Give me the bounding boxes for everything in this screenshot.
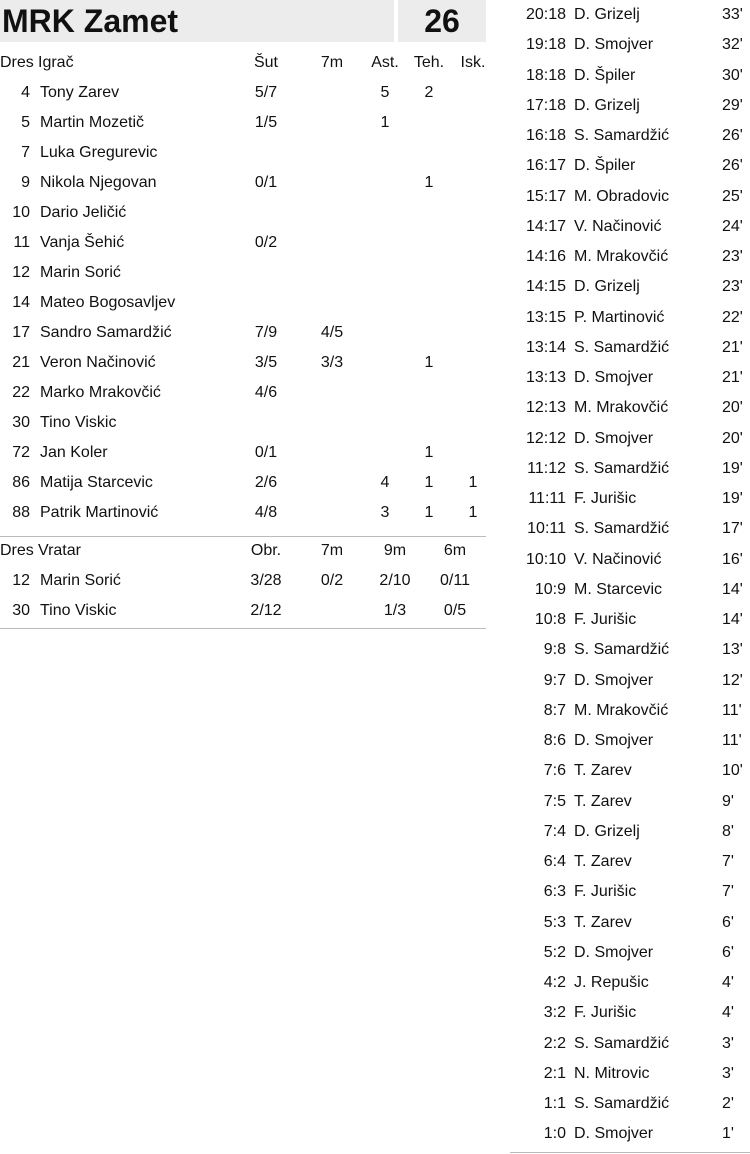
header-assists: Ast. [371, 54, 399, 71]
event-minute: 4' [722, 974, 734, 991]
goalie-saves: 2/12 [250, 602, 282, 619]
player-technical: 1 [424, 444, 434, 461]
player-name: Patrik Martinović [40, 504, 159, 521]
event-score: 10:9 [534, 580, 566, 598]
team-name: MRK Zamet [0, 0, 394, 42]
event-score: 6:4 [543, 853, 566, 870]
player-assists: 5 [380, 84, 390, 101]
player-number: 86 [12, 474, 30, 491]
event-minute: 23' [722, 248, 743, 265]
player-name: Matija Starcevic [40, 474, 153, 491]
goal-event [510, 121, 750, 151]
player-technical: 1 [424, 174, 434, 191]
goal-event [510, 696, 750, 726]
event-score: 14:17 [525, 217, 566, 235]
header-dres: Dres [0, 54, 34, 71]
header-dres: Dres [0, 542, 34, 559]
players-header-row [0, 48, 486, 78]
player-name: Tino Viskic [40, 414, 117, 431]
event-minute: 20' [722, 399, 743, 417]
player-shots: 5/7 [254, 84, 278, 101]
player-number: 11 [13, 234, 30, 251]
event-minute: 32' [722, 36, 743, 54]
player-shots: 2/6 [254, 474, 278, 491]
event-minute: 12' [722, 671, 743, 689]
event-minute: 26' [722, 157, 743, 175]
goal-event [510, 726, 750, 756]
player-number: 12 [12, 264, 30, 281]
player-shots: 3/5 [254, 354, 278, 371]
goal-event [510, 635, 750, 665]
event-minute: 33' [722, 6, 743, 23]
event-score: 20:18 [525, 6, 566, 23]
player-row [0, 138, 486, 168]
goal-event [510, 787, 750, 817]
event-score: 1:1 [543, 1095, 566, 1112]
table-end-divider [0, 628, 486, 629]
event-score: 2:2 [543, 1034, 566, 1052]
event-minute: 14' [722, 580, 743, 598]
player-row [0, 438, 486, 468]
player-row [0, 168, 486, 198]
event-player: T. Zarev [574, 913, 632, 931]
event-player: T. Zarev [574, 853, 632, 870]
event-score: 13:15 [525, 308, 566, 326]
goal-event [510, 242, 750, 272]
event-minute: 9' [722, 792, 734, 810]
event-score: 10:8 [534, 611, 566, 628]
player-row [0, 108, 486, 138]
player-technical: 1 [424, 504, 434, 521]
event-score: 4:2 [543, 974, 566, 991]
event-score: 14:15 [525, 278, 566, 296]
event-minute: 3' [722, 1064, 734, 1082]
player-assists: 3 [380, 504, 390, 521]
player-shots: 0/2 [254, 234, 278, 251]
event-minute: 7' [722, 883, 734, 901]
event-score: 5:3 [543, 913, 566, 931]
player-name: Marin Sorić [40, 264, 121, 281]
event-minute: 4' [722, 1004, 734, 1022]
player-assists: 1 [380, 114, 390, 131]
player-number: 7 [21, 144, 30, 161]
goalie-9m: 2/10 [379, 572, 411, 589]
player-name: Luka Gregurevic [40, 144, 158, 161]
event-score: 18:18 [525, 66, 566, 84]
event-minute: 13' [722, 641, 743, 659]
event-player: M. Starcevic [574, 580, 663, 598]
event-score: 11:11 [528, 490, 566, 507]
goalie-saves: 3/28 [250, 572, 282, 589]
event-player: D. Smojver [574, 943, 654, 961]
event-player: N. Mitrovic [574, 1064, 650, 1082]
goal-event [510, 1059, 750, 1089]
goal-event [510, 484, 750, 514]
player-number: 10 [12, 204, 30, 221]
event-minute: 1' [722, 1125, 734, 1143]
player-name: Veron Načinović [40, 354, 156, 371]
goalie-7m: 0/2 [320, 572, 344, 589]
player-technical: 2 [424, 84, 434, 101]
event-score: 13:14 [525, 338, 566, 356]
player-name: Jan Koler [40, 444, 108, 461]
goalie-row [0, 596, 486, 626]
player-name: Vanja Šehić [40, 234, 125, 251]
event-minute: 25' [722, 187, 743, 205]
event-minute: 6' [722, 913, 734, 931]
player-row [0, 348, 486, 378]
player-name: Nikola Njegovan [40, 174, 157, 191]
player-shots: 1/5 [254, 114, 278, 131]
player-number: 5 [21, 114, 30, 131]
player-number: 17 [12, 324, 30, 341]
goal-event [510, 363, 750, 393]
event-player: M. Obradovic [574, 187, 670, 205]
event-player: D. Špiler [574, 66, 636, 84]
player-exclusions: 1 [468, 474, 478, 491]
goal-event [510, 998, 750, 1028]
goal-event [510, 938, 750, 968]
event-minute: 22' [722, 308, 743, 326]
event-score: 7:6 [543, 762, 566, 780]
event-player: D. Smojver [574, 671, 654, 689]
goal-event [510, 1089, 750, 1119]
goal-event [510, 1029, 750, 1059]
header-player: Igrač [38, 54, 74, 71]
event-minute: 19' [722, 490, 743, 507]
event-score: 8:6 [543, 732, 566, 749]
event-player: F. Jurišic [574, 883, 637, 901]
goalie-9m: 1/3 [383, 602, 407, 619]
event-player: S. Samardžić [574, 641, 670, 659]
event-player: M. Mrakovčić [574, 701, 669, 719]
goal-event [510, 847, 750, 877]
event-player: S. Samardžić [574, 1034, 670, 1052]
player-name: Marko Mrakovčić [40, 384, 161, 401]
timeline-end-divider [510, 1152, 750, 1153]
event-player: D. Grizelj [574, 96, 640, 114]
event-minute: 23' [722, 278, 743, 296]
event-player: V. Načinović [574, 217, 662, 235]
goal-event [510, 424, 750, 454]
event-score: 6:3 [543, 883, 566, 901]
goal-event [510, 272, 750, 302]
goal-event [510, 545, 750, 575]
event-score: 14:16 [525, 248, 566, 265]
event-player: T. Zarev [574, 792, 632, 810]
event-player: V. Načinović [574, 550, 662, 568]
header-goalie: Vratar [38, 542, 81, 559]
event-minute: 21' [722, 369, 743, 386]
goalie-name: Marin Sorić [40, 572, 121, 589]
event-score: 1:0 [543, 1125, 566, 1143]
event-score: 15:17 [525, 187, 566, 205]
event-minute: 30' [722, 66, 743, 84]
event-score: 16:17 [525, 157, 566, 175]
header-exclusions: Isk. [460, 54, 486, 71]
goal-event [510, 666, 750, 696]
goal-event [510, 91, 750, 121]
player-shots: 0/1 [254, 174, 278, 191]
event-player: S. Samardžić [574, 459, 670, 477]
event-score: 7:5 [543, 792, 566, 810]
event-score: 12:13 [525, 399, 566, 417]
goal-event [510, 817, 750, 847]
event-score: 9:8 [543, 641, 566, 659]
event-minute: 20' [722, 429, 743, 447]
player-row [0, 318, 486, 348]
goal-event [510, 303, 750, 333]
event-minute: 8' [722, 822, 734, 840]
header-7m: 7m [320, 54, 344, 71]
player-name: Martin Mozetič [40, 114, 145, 131]
goalies-header-row [0, 536, 486, 566]
event-score: 13:13 [525, 369, 566, 386]
event-player: M. Mrakovčić [574, 248, 669, 265]
event-player: D. Smojver [574, 732, 654, 749]
player-number: 30 [12, 414, 30, 431]
team-header [0, 0, 486, 42]
event-score: 19:18 [525, 36, 566, 54]
player-assists: 4 [380, 474, 390, 491]
event-minute: 11' [722, 732, 742, 749]
header-7m: 7m [320, 542, 344, 559]
player-row [0, 408, 486, 438]
event-player: P. Martinović [574, 308, 665, 326]
goal-event [510, 908, 750, 938]
header-9m: 9m [383, 542, 407, 559]
player-technical: 1 [424, 354, 434, 371]
goal-event [510, 575, 750, 605]
goalie-6m: 0/11 [440, 572, 470, 589]
player-number: 22 [12, 384, 30, 401]
player-technical: 1 [424, 474, 434, 491]
event-player: D. Grizelj [574, 822, 640, 840]
player-number: 72 [12, 444, 30, 461]
event-player: D. Grizelj [574, 6, 640, 23]
goal-event [510, 0, 750, 30]
event-minute: 11' [722, 701, 742, 719]
goal-event [510, 877, 750, 907]
event-player: F. Jurišic [574, 611, 637, 628]
event-score: 8:7 [543, 701, 566, 719]
event-player: D. Smojver [574, 36, 654, 54]
event-score: 7:4 [543, 822, 566, 840]
goal-event [510, 333, 750, 363]
event-player: T. Zarev [574, 762, 632, 780]
event-player: D. Grizelj [574, 278, 640, 296]
player-name: Tony Zarev [40, 84, 120, 101]
event-score: 5:2 [543, 943, 566, 961]
event-minute: 7' [722, 853, 734, 870]
goal-event [510, 968, 750, 998]
goal-event [510, 514, 750, 544]
goalie-6m: 0/5 [443, 602, 467, 619]
event-player: J. Repušic [574, 974, 649, 991]
player-row [0, 78, 486, 108]
team-score: 26 [398, 0, 486, 42]
goal-event [510, 393, 750, 423]
event-minute: 2' [722, 1095, 734, 1112]
event-minute: 21' [722, 338, 743, 356]
event-player: F. Jurišic [574, 490, 637, 507]
event-minute: 10' [722, 762, 743, 780]
event-minute: 14' [722, 611, 743, 628]
event-minute: 17' [722, 520, 743, 538]
event-player: S. Samardžić [574, 338, 670, 356]
player-row [0, 258, 486, 288]
goal-event [510, 1119, 750, 1149]
event-player: S. Samardžić [574, 127, 670, 144]
player-row [0, 228, 486, 258]
goalie-row [0, 566, 486, 596]
event-player: F. Jurišic [574, 1004, 637, 1022]
event-minute: 6' [722, 943, 734, 961]
player-name: Mateo Bogosavljev [40, 294, 176, 311]
goal-event [510, 454, 750, 484]
header-saves: Obr. [250, 542, 282, 559]
header-shots: Šut [253, 54, 278, 71]
header-6m: 6m [443, 542, 467, 559]
event-score: 11:12 [527, 459, 566, 477]
player-row [0, 468, 486, 498]
event-player: S. Samardžić [574, 1095, 670, 1112]
event-player: M. Mrakovčić [574, 399, 669, 417]
player-name: Dario Jeličić [40, 204, 127, 221]
goal-event [510, 756, 750, 786]
event-minute: 24' [722, 217, 743, 235]
event-minute: 16' [722, 550, 743, 568]
event-player: D. Smojver [574, 369, 654, 386]
goal-event [510, 61, 750, 91]
header-technical: Teh. [413, 54, 445, 71]
event-player: S. Samardžić [574, 520, 670, 538]
event-minute: 3' [722, 1034, 734, 1052]
event-player: D. Smojver [574, 429, 654, 447]
player-number: 88 [12, 504, 30, 521]
player-shots: 4/8 [254, 504, 278, 521]
player-number: 9 [21, 174, 30, 191]
goalie-number: 12 [12, 572, 30, 589]
goal-event [510, 151, 750, 181]
event-score: 10:11 [527, 520, 566, 538]
player-name: Sandro Samardžić [40, 324, 172, 341]
player-row [0, 498, 486, 528]
event-minute: 19' [722, 459, 743, 477]
event-score: 16:18 [525, 127, 566, 144]
event-score: 17:18 [525, 96, 566, 114]
event-minute: 26' [722, 127, 743, 144]
player-shots: 7/9 [254, 324, 278, 341]
player-row [0, 198, 486, 228]
goal-event [510, 30, 750, 60]
player-shots: 4/6 [254, 384, 278, 401]
goalie-number: 30 [12, 602, 30, 619]
event-player: D. Smojver [574, 1125, 654, 1143]
player-row [0, 378, 486, 408]
player-7m: 3/3 [320, 354, 344, 371]
player-7m: 4/5 [320, 324, 344, 341]
player-number: 21 [12, 354, 30, 371]
goal-event [510, 212, 750, 242]
event-score: 3:2 [543, 1004, 566, 1022]
player-shots: 0/1 [254, 444, 278, 461]
goal-event [510, 182, 750, 212]
event-score: 12:12 [525, 429, 566, 447]
player-number: 4 [21, 84, 30, 101]
player-number: 14 [12, 294, 30, 311]
event-score: 2:1 [543, 1064, 566, 1082]
goal-event [510, 605, 750, 635]
player-row [0, 288, 486, 318]
event-player: D. Špiler [574, 157, 636, 175]
event-score: 10:10 [525, 550, 566, 568]
event-minute: 29' [722, 96, 743, 114]
goalie-name: Tino Viskic [40, 602, 117, 619]
event-score: 9:7 [543, 671, 566, 689]
player-exclusions: 1 [468, 504, 478, 521]
